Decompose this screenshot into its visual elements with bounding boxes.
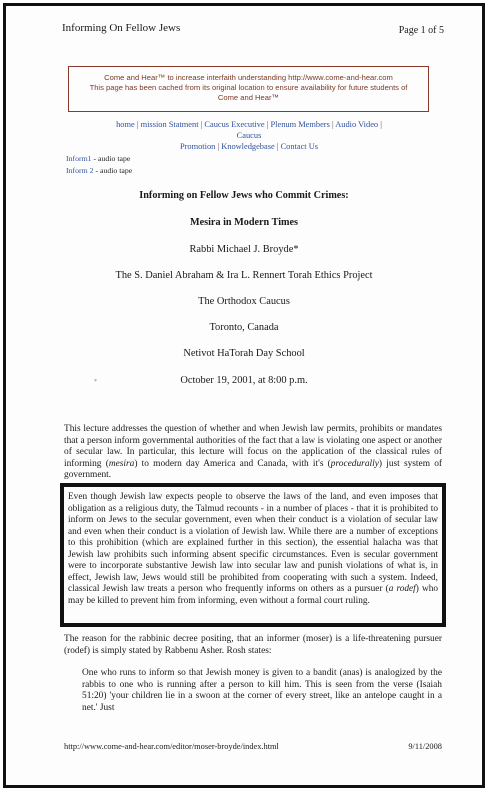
venue: Netivot HaTorah Day School <box>183 348 305 359</box>
banner-line-3: Come and Hear™ <box>217 93 280 102</box>
audio-link-2[interactable]: Inform 2 <box>66 166 94 175</box>
nav-audio-video[interactable]: Audio Video <box>335 120 379 129</box>
audio-link-1[interactable]: Inform1 <box>66 154 92 163</box>
organization: The Orthodox Caucus <box>198 296 290 307</box>
intro-text-1: This lecture addresses the question of whether and when Jewish law permits, prohibits or mandates that a person inform governmental authorities of the fact that a law is violating one aspect or another of secular law. In particular, this lecture will focus on the application of the classical rules of informing ( <box>64 424 442 469</box>
stray-mark: * <box>94 379 97 385</box>
page-header-title: Informing On Fellow Jews <box>62 22 181 34</box>
nav-mission[interactable]: mission Statment <box>140 120 199 129</box>
highlighted-paragraph <box>60 483 446 627</box>
cache-banner <box>68 66 429 112</box>
document-frame <box>3 3 485 788</box>
intro-text-2: ) to modern day America and Canada, with it's ( <box>134 458 331 469</box>
block-quote: One who runs to inform so that Jewish money is given to a bandit (anas) is analogized by the rabbis to one who is running after a person to kill him. This is seen from the verse (Isaiah 51:20) 'your children lie in a swoon at the corner of every street, like an antelope caught in a net.' Just <box>82 668 442 713</box>
audio-item-2 <box>66 166 132 175</box>
intro-text-3: ) just system of government. <box>64 458 442 480</box>
banner-line-1: Come and Hear™ to increase interfaith understanding http://www.come-and-hear.com <box>104 73 393 82</box>
intro-term-procedurally: procedurally <box>330 458 379 469</box>
nav-promotion[interactable]: Promotion <box>179 142 216 151</box>
audio-item-1 <box>66 154 130 163</box>
reason-paragraph: The reason for the rabbinic decree positing, that an informer (moser) is a life-threatening pursuer (rodef) is simply stated by Rabbenu Asher. Rosh states: <box>64 634 442 656</box>
nav-caucus[interactable]: Caucus <box>236 131 262 140</box>
banner-line-2: This page has been cached from its original location to ensure availability for future students of <box>89 83 408 92</box>
boxed-term-rodef: a rodef <box>388 584 416 594</box>
document-page <box>6 6 482 785</box>
audio-label-2: - audio tape <box>93 166 133 175</box>
nav-links: home | mission Statment | Caucus Executive | Plenum Members | Audio Video | Caucus Promotion | Knowledgebase | Contact Us <box>116 120 382 151</box>
nav-knowledgebase[interactable]: Knowledgebase <box>221 142 275 151</box>
nav-plenum-members[interactable]: Plenum Members <box>270 120 330 129</box>
nav-caucus-executive[interactable]: Caucus Executive <box>204 120 265 129</box>
nav-home[interactable]: home <box>116 120 135 129</box>
footer-date: 9/11/2008 <box>408 742 442 751</box>
author: Rabbi Michael J. Broyde* <box>189 244 299 255</box>
intro-term-mesira: mesira <box>108 458 135 469</box>
footer-url: http://www.come-and-hear.com/editor/moser-broyde/index.html <box>64 742 279 751</box>
boxed-text-1: Even though Jewish law expects people to observe the laws of the land, and even imposes that obligation as a religious duty, the Talmud recounts - in a number of places - that it is prohibited to inform on Jews to the secular government, even when their conduct is a violation of secular law and even when their conduct is a violation of Jewish law. While there are a number of exceptions to this prohibition (which are explained further in this section), the essential halacha was that Jewish law prohibits such informing absent specific circumstances. Even is secular government were to incorporate substantive Jewish law into secular law and punish violations of what is, in effect, Jewish law, Jews would still be prohibited from cooperating with such a system. Indeed, classical Jewish law treats a person who frequently informs on others as a pursuer ( <box>68 492 438 594</box>
page-number: Page 1 of 5 <box>398 25 444 36</box>
lecture-date: October 19, 2001, at 8:00 p.m. <box>180 375 308 386</box>
document-subtitle: Mesira in Modern Times <box>190 217 298 228</box>
intro-paragraph <box>64 424 442 482</box>
boxed-text-2: ) who may be killed to prevent him from informing, even without a formal court ruling. <box>68 584 438 606</box>
city: Toronto, Canada <box>209 322 279 333</box>
project-name: The S. Daniel Abraham & Ira L. Rennert Torah Ethics Project <box>115 270 373 281</box>
nav-contact-us[interactable]: Contact Us <box>280 142 319 151</box>
document-title: Informing on Fellow Jews who Commit Crimes: <box>139 190 349 201</box>
audio-label-1: - audio tape <box>91 154 131 163</box>
